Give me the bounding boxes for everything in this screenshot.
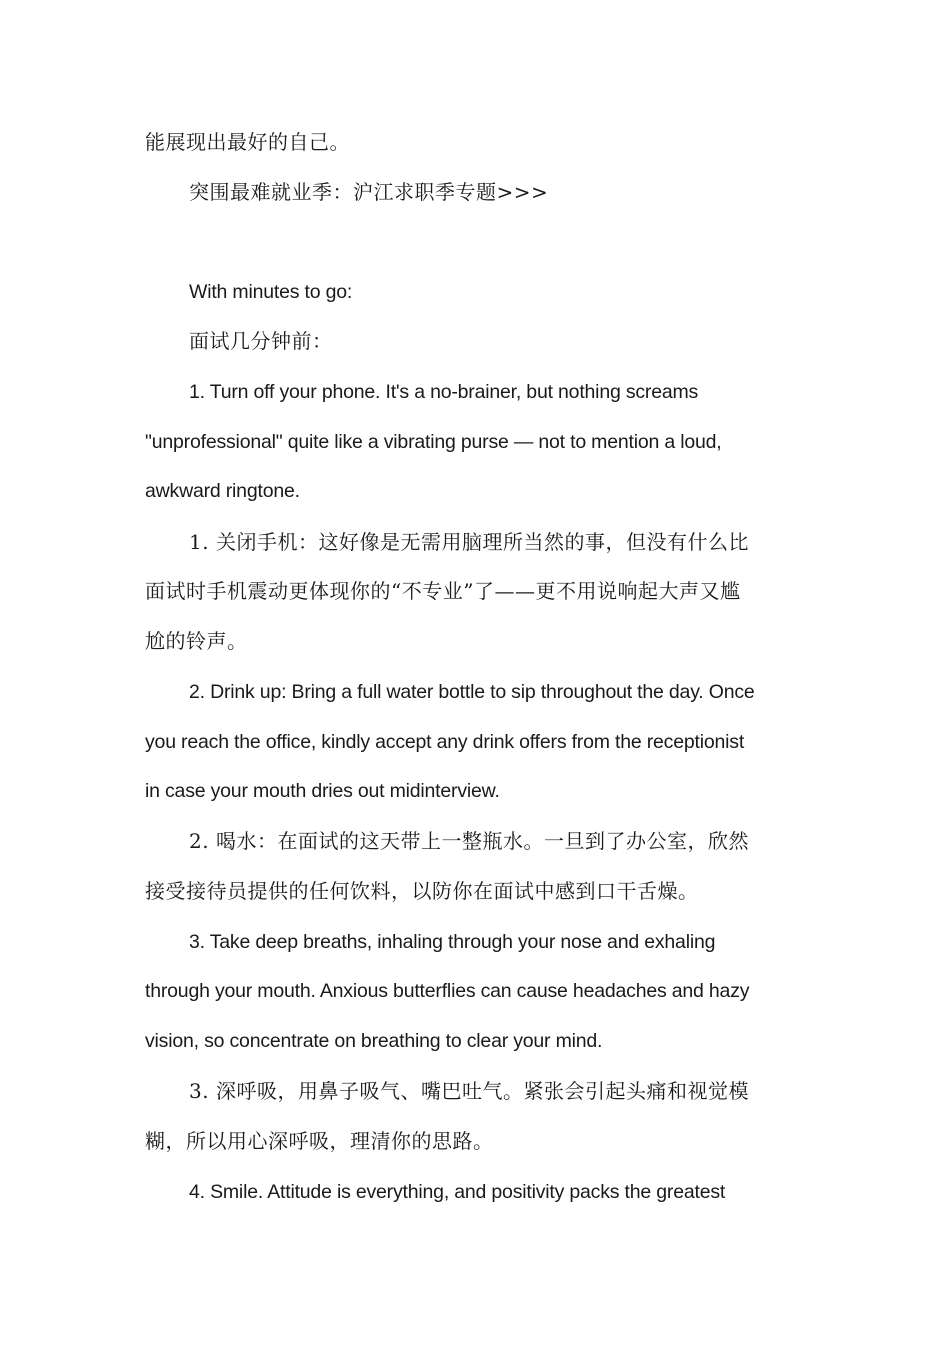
text-line: 接受接待员提供的任何饮料，以防你在面试中感到口干舌燥。 <box>145 879 699 903</box>
text-line: through your mouth. Anxious butterflies can cause headaches and hazy <box>145 980 750 1002</box>
text-line: 尬的铃声。 <box>145 629 248 653</box>
text-line: 4. Smile. Attitude is everything, and positivity packs the greatest <box>189 1181 726 1203</box>
text-line: 能展现出最好的自己。 <box>145 130 350 154</box>
section-heading: 面试几分钟前： <box>189 329 333 353</box>
section-heading: With minutes to go: <box>189 281 353 303</box>
text-line: you reach the office, kindly accept any drink offers from the receptionist <box>145 731 745 753</box>
text-line: 糊，所以用心深呼吸，理清你的思路。 <box>145 1129 494 1153</box>
text-line: 3. Take deep breaths, inhaling through your nose and exhaling <box>189 931 716 953</box>
text-line: 1. 关闭手机：这好像是无需用脑理所当然的事，但没有什么比 <box>189 530 749 554</box>
text-line: 3. 深呼吸，用鼻子吸气、嘴巴吐气。紧张会引起头痛和视觉模 <box>189 1079 749 1103</box>
text-line: 2. Drink up: Bring a full water bottle to sip throughout the day. Once <box>189 681 755 703</box>
text-line: 面试时手机震动更体现你的“不专业”了——更不用说响起大声又尴 <box>145 579 741 603</box>
text-line: "unprofessional" quite like a vibrating purse — not to mention a loud, <box>145 431 722 453</box>
text-line: in case your mouth dries out midinterview. <box>145 780 500 802</box>
text-line: 2. 喝水：在面试的这天带上一整瓶水。一旦到了办公室，欣然 <box>189 829 749 853</box>
text-line: 1. Turn off your phone. It's a no-brainer, but nothing screams <box>189 381 699 403</box>
text-line: awkward ringtone. <box>145 480 300 502</box>
text-line: 突围最难就业季：沪江求职季专题>>> <box>189 180 549 204</box>
text-line: vision, so concentrate on breathing to clear your mind. <box>145 1030 603 1052</box>
